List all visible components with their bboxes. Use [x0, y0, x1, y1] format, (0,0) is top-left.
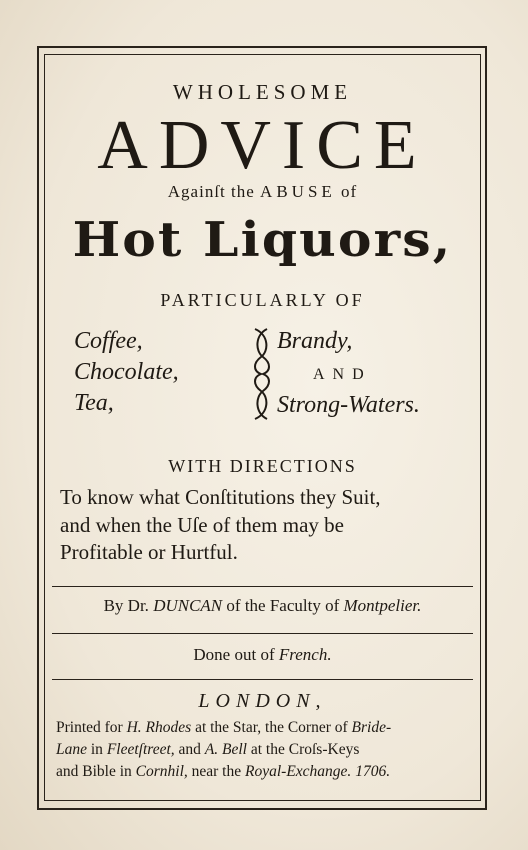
with-directions: WITH DIRECTIONS — [168, 456, 357, 476]
imprint-line-3 — [56, 761, 469, 783]
imprint-line-1 — [56, 717, 469, 739]
imprint-place: Bride- — [351, 719, 392, 736]
imprint-place: Fleetſtreet, — [106, 741, 175, 758]
translation-prefix: Done out of — [193, 645, 275, 664]
divider-rule — [52, 679, 473, 680]
imprint-printer: H. Rhodes — [126, 719, 192, 736]
author-prefix: By Dr. — [103, 596, 149, 615]
ornamental-brace-icon — [247, 327, 277, 421]
imprint-city: LONDON, — [198, 690, 327, 712]
item-chocolate: Chocolate, — [74, 359, 179, 385]
translation-line — [44, 645, 481, 665]
item-brandy: Brandy, — [277, 328, 353, 354]
author-place: Montpelier. — [343, 596, 422, 615]
against-text: Againſt the — [167, 182, 255, 201]
author-name: DUNCAN — [153, 596, 223, 615]
divider-rule — [52, 633, 473, 634]
title-advice: ADVICE — [97, 107, 428, 184]
imprint-place: Royal-Exchange. — [245, 763, 352, 780]
imprint-place: Lane — [56, 741, 87, 758]
author-line — [44, 596, 481, 616]
of-text: of — [341, 182, 358, 201]
translation-language: French. — [278, 645, 332, 664]
imprint-text: at the Croſs-Keys — [250, 741, 360, 758]
imprint-line-2 — [56, 739, 469, 761]
item-tea: Tea, — [74, 390, 114, 416]
title-hot-liquors: Hot Liquors, — [72, 212, 453, 268]
imprint-place: Cornhil, — [135, 763, 188, 780]
title-page-content — [44, 54, 481, 801]
imprint-text: and — [178, 741, 201, 758]
divider-rule — [52, 586, 473, 587]
imprint-year: 1706. — [355, 763, 391, 780]
item-strong-waters: Strong-Waters. — [277, 392, 420, 418]
imprint-text: Printed for — [56, 719, 123, 736]
title-wholesome: WHOLESOME — [172, 80, 353, 104]
imprint-text: in — [90, 741, 103, 758]
item-and: AND — [313, 366, 372, 383]
left-item-list — [74, 326, 179, 419]
subtitle-line-1: To know what Conſtitutions they Suit, — [60, 485, 381, 509]
imprint-text: near the — [191, 763, 242, 780]
imprint-text: and Bible in — [56, 763, 132, 780]
particularly-of: PARTICULARLY OF — [160, 290, 365, 310]
author-faculty: of the Faculty of — [226, 596, 340, 615]
imprint-printer: A. Bell — [204, 741, 247, 758]
subtitle-line-3: Profitable or Hurtful. — [60, 540, 238, 564]
subtitle-line-2: and when the Uſe of them may be — [60, 513, 344, 537]
item-coffee: Coffee, — [74, 328, 143, 354]
right-item-list — [277, 326, 420, 421]
title-against-line — [44, 182, 481, 202]
abuse-text: ABUSE — [260, 182, 336, 201]
imprint-text: at the Star, the Corner of — [195, 719, 348, 736]
